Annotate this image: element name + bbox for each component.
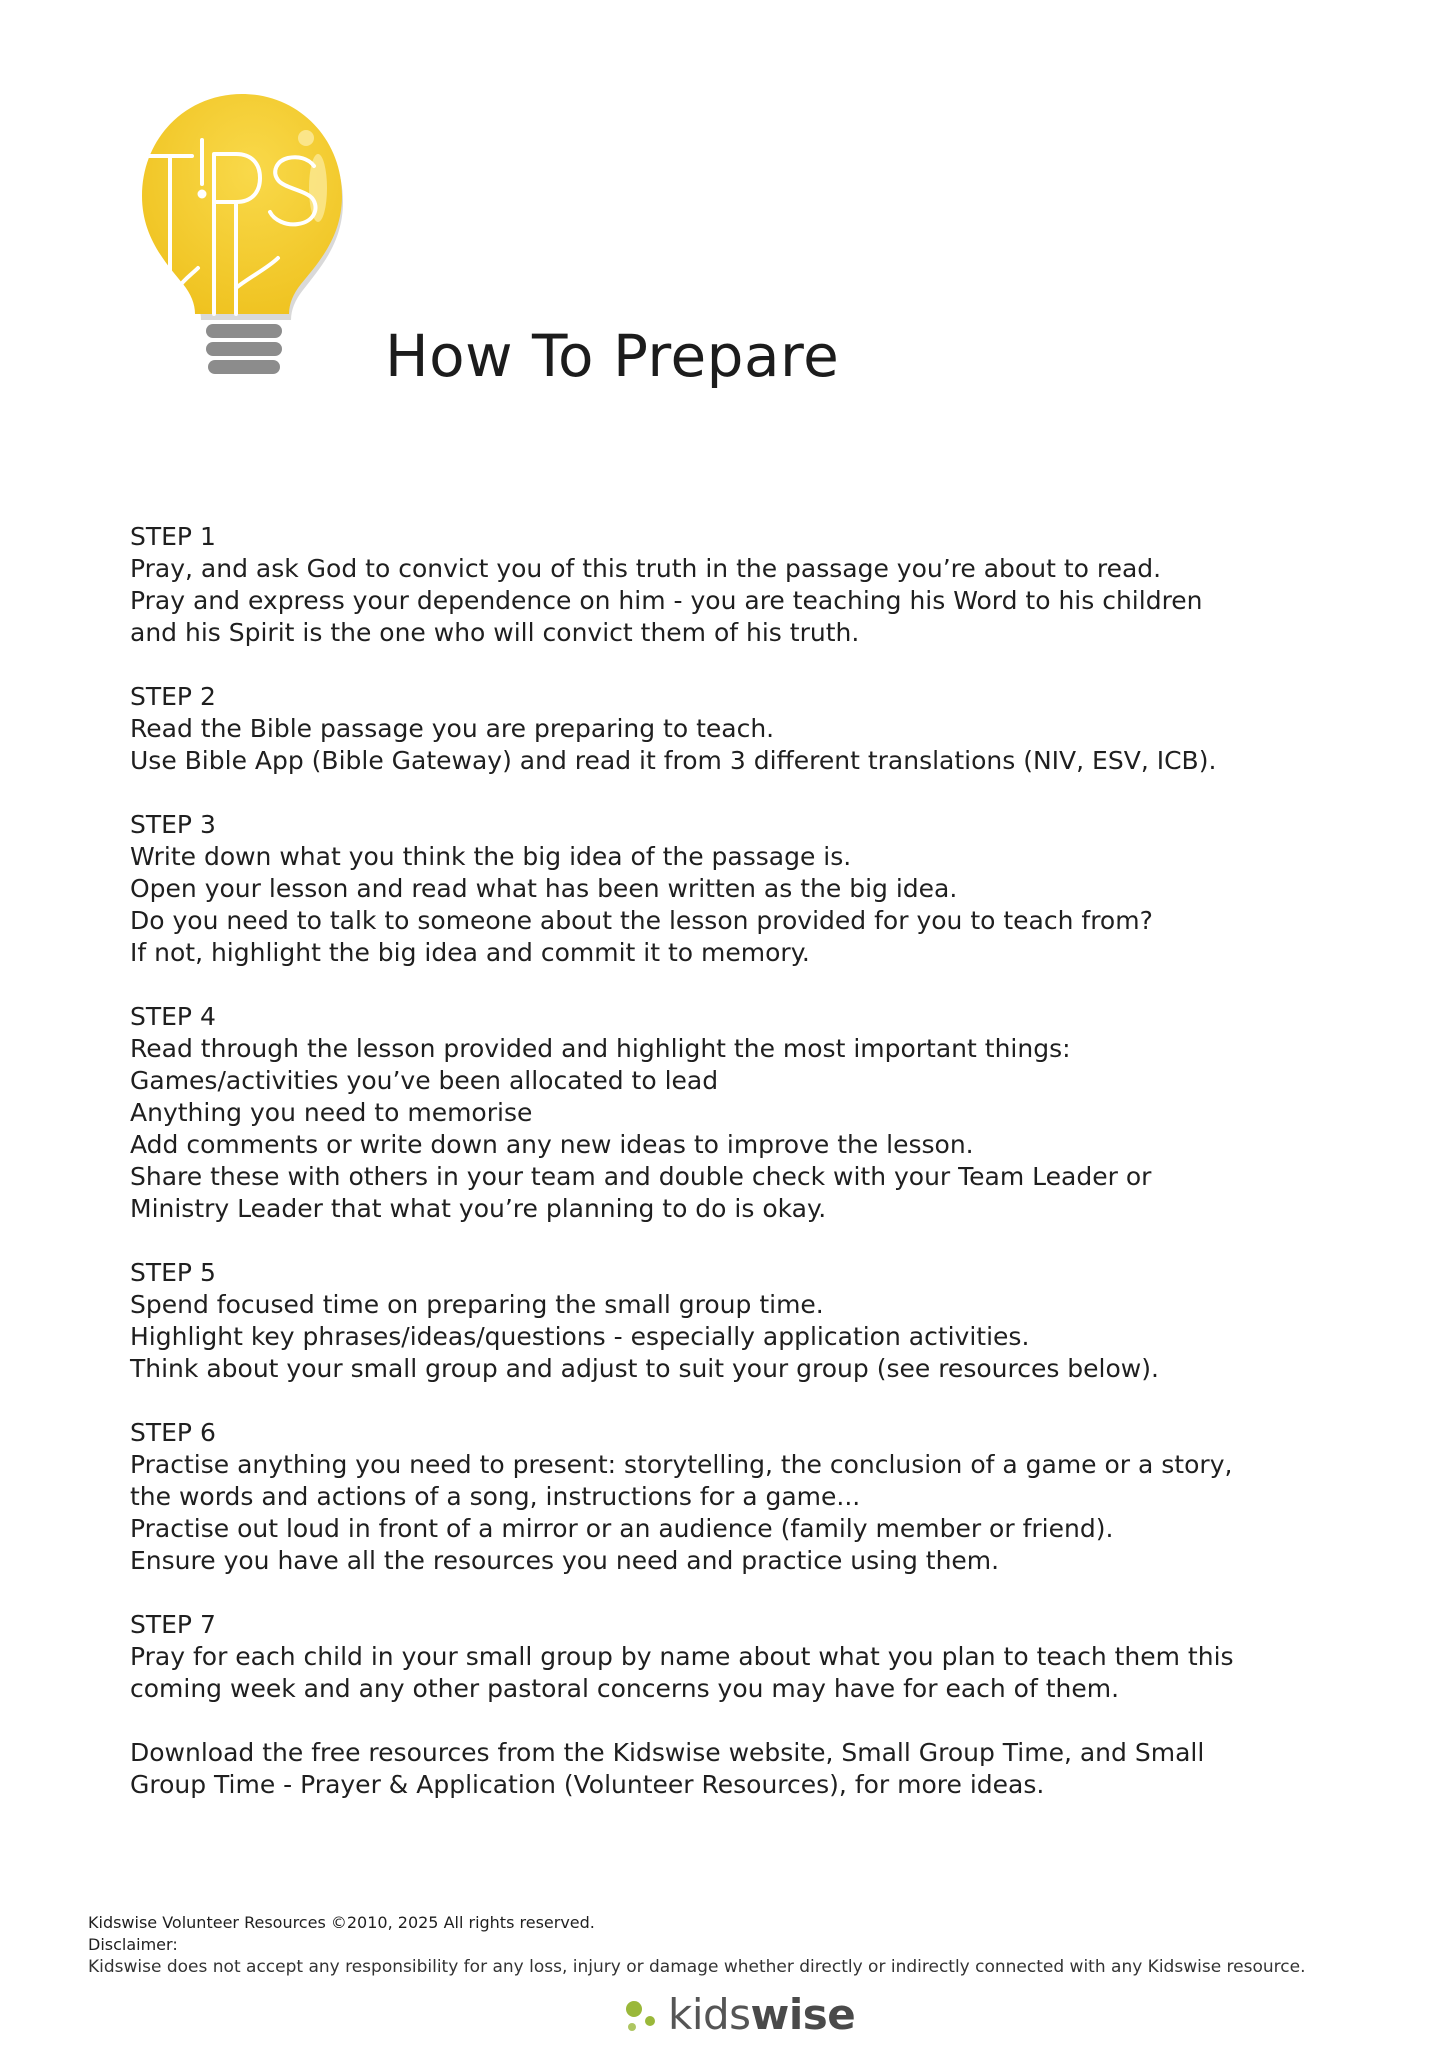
step-heading: STEP 2 (130, 682, 216, 711)
step-1 (130, 521, 1330, 649)
step-line: Ensure you have all the resources you need and practice using them. (130, 1546, 1000, 1575)
step-line: Pray, and ask God to convict you of this truth in the passage you’re about to read. (130, 554, 1162, 583)
step-line: Think about your small group and adjust to suit your group (see resources below). (130, 1354, 1159, 1383)
step-line: the words and actions of a song, instructions for a game... (130, 1482, 861, 1511)
tips-lightbulb-logo (128, 88, 358, 388)
step-line: Use Bible App (Bible Gateway) and read it from 3 different translations (NIV, ESV, ICB). (130, 746, 1217, 775)
step-line: Add comments or write down any new ideas to improve the lesson. (130, 1130, 974, 1159)
step-line: Spend focused time on preparing the small group time. (130, 1290, 824, 1319)
step-line: Share these with others in your team and double check with your Team Leader or (130, 1162, 1152, 1191)
steps-list (130, 521, 1330, 1833)
step-7 (130, 1609, 1330, 1705)
step-line: Practise out loud in front of a mirror or an audience (family member or friend). (130, 1514, 1114, 1543)
kidswise-dots-icon (620, 1995, 668, 2035)
disclaimer-text: Kidswise does not accept any responsibility for any loss, injury or damage whether directly or indirectly connected with any Kidswise resource. (88, 1957, 1306, 1977)
step-line: If not, highlight the big idea and commit it to memory. (130, 938, 810, 967)
step-heading: STEP 4 (130, 1002, 216, 1031)
step-4 (130, 1001, 1330, 1225)
step-line: Pray and express your dependence on him - you are teaching his Word to his children (130, 586, 1203, 615)
brand-name-light: kids (668, 1990, 751, 2039)
page-title: How To Prepare (385, 322, 840, 390)
download-note (130, 1737, 1330, 1801)
step-5 (130, 1257, 1330, 1385)
step-3 (130, 809, 1330, 969)
step-line: Read the Bible passage you are preparing to teach. (130, 714, 775, 743)
step-line: Highlight key phrases/ideas/questions - especially application activities. (130, 1322, 1030, 1351)
step-line: and his Spirit is the one who will convict them of his truth. (130, 618, 860, 647)
step-2 (130, 681, 1330, 777)
step-line: Do you need to talk to someone about the lesson provided for you to teach from? (130, 906, 1153, 935)
download-line: Group Time - Prayer & Application (Volunteer Resources), for more ideas. (130, 1770, 1045, 1799)
step-line: Pray for each child in your small group by name about what you plan to teach them this (130, 1642, 1234, 1671)
download-line: Download the free resources from the Kidswise website, Small Group Time, and Small (130, 1738, 1205, 1767)
step-line: coming week and any other pastoral concerns you may have for each of them. (130, 1674, 1120, 1703)
step-heading: STEP 7 (130, 1610, 216, 1639)
step-line: Games/activities you’ve been allocated to lead (130, 1066, 719, 1095)
step-heading: STEP 3 (130, 810, 216, 839)
brand-wordmark (668, 1992, 855, 2038)
step-heading: STEP 5 (130, 1258, 216, 1287)
step-heading: STEP 1 (130, 522, 216, 551)
footer (88, 1912, 1388, 1978)
disclaimer-label: Disclaimer: (88, 1935, 178, 1954)
step-line: Write down what you think the big idea of the passage is. (130, 842, 852, 871)
step-line: Practise anything you need to present: storytelling, the conclusion of a game or a story, (130, 1450, 1233, 1479)
step-line: Open your lesson and read what has been written as the big idea. (130, 874, 958, 903)
step-line: Anything you need to memorise (130, 1098, 533, 1127)
step-heading: STEP 6 (130, 1418, 216, 1447)
brand-name-bold: wise (750, 1990, 856, 2039)
step-line: Ministry Leader that what you’re planning to do is okay. (130, 1194, 827, 1223)
step-6 (130, 1417, 1330, 1577)
step-line: Read through the lesson provided and highlight the most important things: (130, 1034, 1071, 1063)
kidswise-logo (620, 1992, 855, 2038)
copyright-text: Kidswise Volunteer Resources ©2010, 2025 All rights reserved. (88, 1913, 595, 1932)
